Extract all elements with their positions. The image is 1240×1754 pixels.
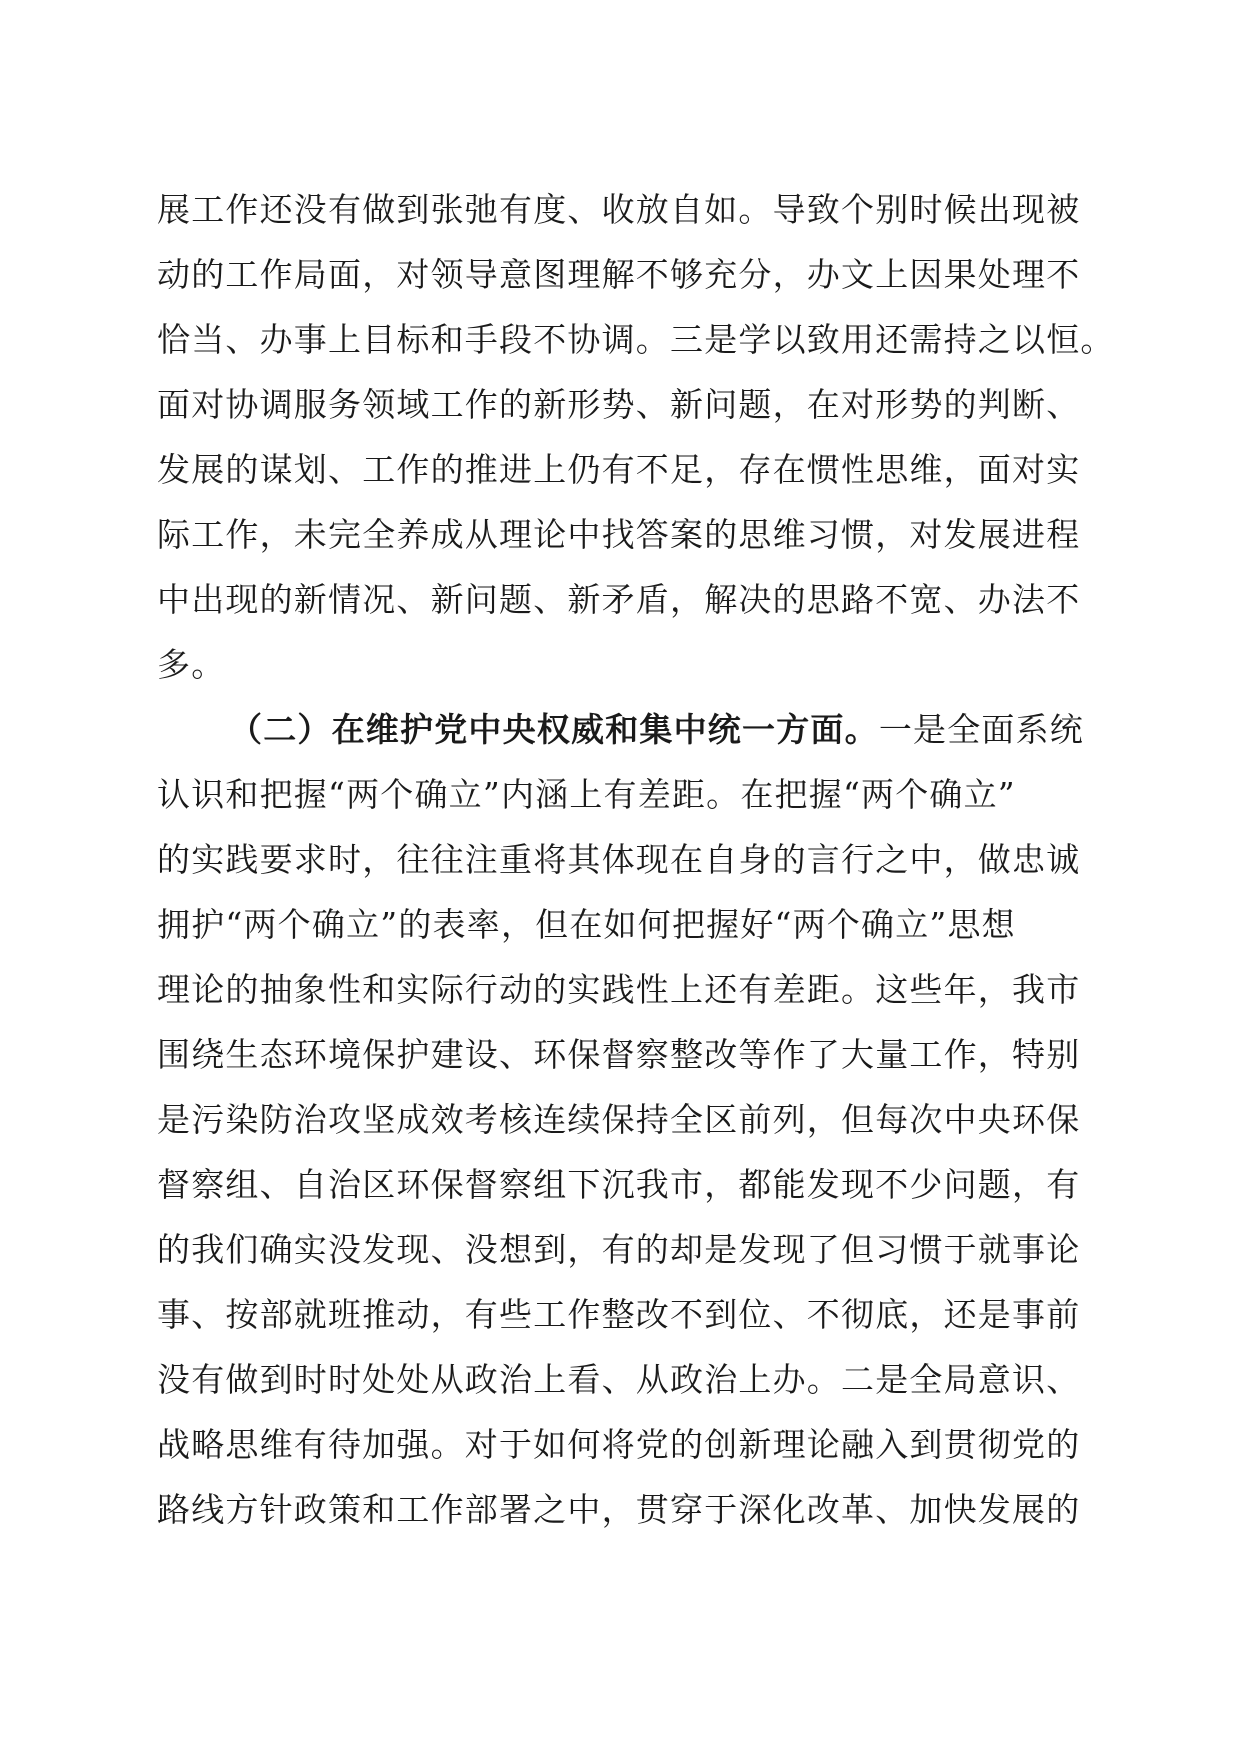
text-line: 的我们确实没发现、没想到，有的却是发现了但习惯于就事论: [157, 1230, 1081, 1269]
text-line: 战略思维有待加强。对于如何将党的创新理论融入到贯彻党的: [157, 1425, 1081, 1464]
text-line: 发展的谋划、工作的推进上仍有不足，存在惯性思维，面对实: [157, 450, 1081, 489]
section-heading-line: [229, 710, 1084, 750]
section-heading-rest: 一是全面系统: [878, 710, 1085, 749]
text-line: 督察组、自治区环保督察组下沉我市，都能发现不少问题，有: [157, 1165, 1081, 1204]
text-line: 展工作还没有做到张弛有度、收放自如。导致个别时候出现被: [157, 190, 1081, 229]
text-line: 认识和把握“两个确立”内涵上有差距。在把握“两个确立”: [157, 775, 1016, 814]
text-line: 理论的抽象性和实际行动的实践性上还有差距。这些年，我市: [157, 970, 1081, 1009]
text-line: 事、按部就班推动，有些工作整改不到位、不彻底，还是事前: [157, 1295, 1081, 1334]
text-line: 没有做到时时处处从政治上看、从政治上办。二是全局意识、: [157, 1360, 1081, 1399]
text-line: 恰当、办事上目标和手段不协调。三是学以致用还需持之以恒。: [157, 320, 1115, 359]
text-line: 围绕生态环境保护建设、环保督察整改等作了大量工作，特别: [157, 1035, 1081, 1074]
text-line: 拥护“两个确立”的表率，但在如何把握好“两个确立”思想: [157, 905, 1016, 944]
text-line: 动的工作局面，对领导意图理解不够充分，办文上因果处理不: [157, 255, 1081, 294]
text-line: 的实践要求时，往往注重将其体现在自身的言行之中，做忠诚: [157, 840, 1081, 879]
text-line: 面对协调服务领域工作的新形势、新问题，在对形势的判断、: [157, 385, 1081, 424]
text-line: 中出现的新情况、新问题、新矛盾，解决的思路不宽、办法不: [157, 580, 1081, 619]
section-heading: （二）在维护党中央权威和集中统一方面。: [229, 710, 879, 749]
text-line: 多。: [157, 645, 226, 684]
text-line: 是污染防治攻坚成效考核连续保持全区前列，但每次中央环保: [157, 1100, 1081, 1139]
text-line: 际工作，未完全养成从理论中找答案的思维习惯，对发展进程: [157, 515, 1081, 554]
text-line: 路线方针政策和工作部署之中，贯穿于深化改革、加快发展的: [157, 1490, 1081, 1529]
